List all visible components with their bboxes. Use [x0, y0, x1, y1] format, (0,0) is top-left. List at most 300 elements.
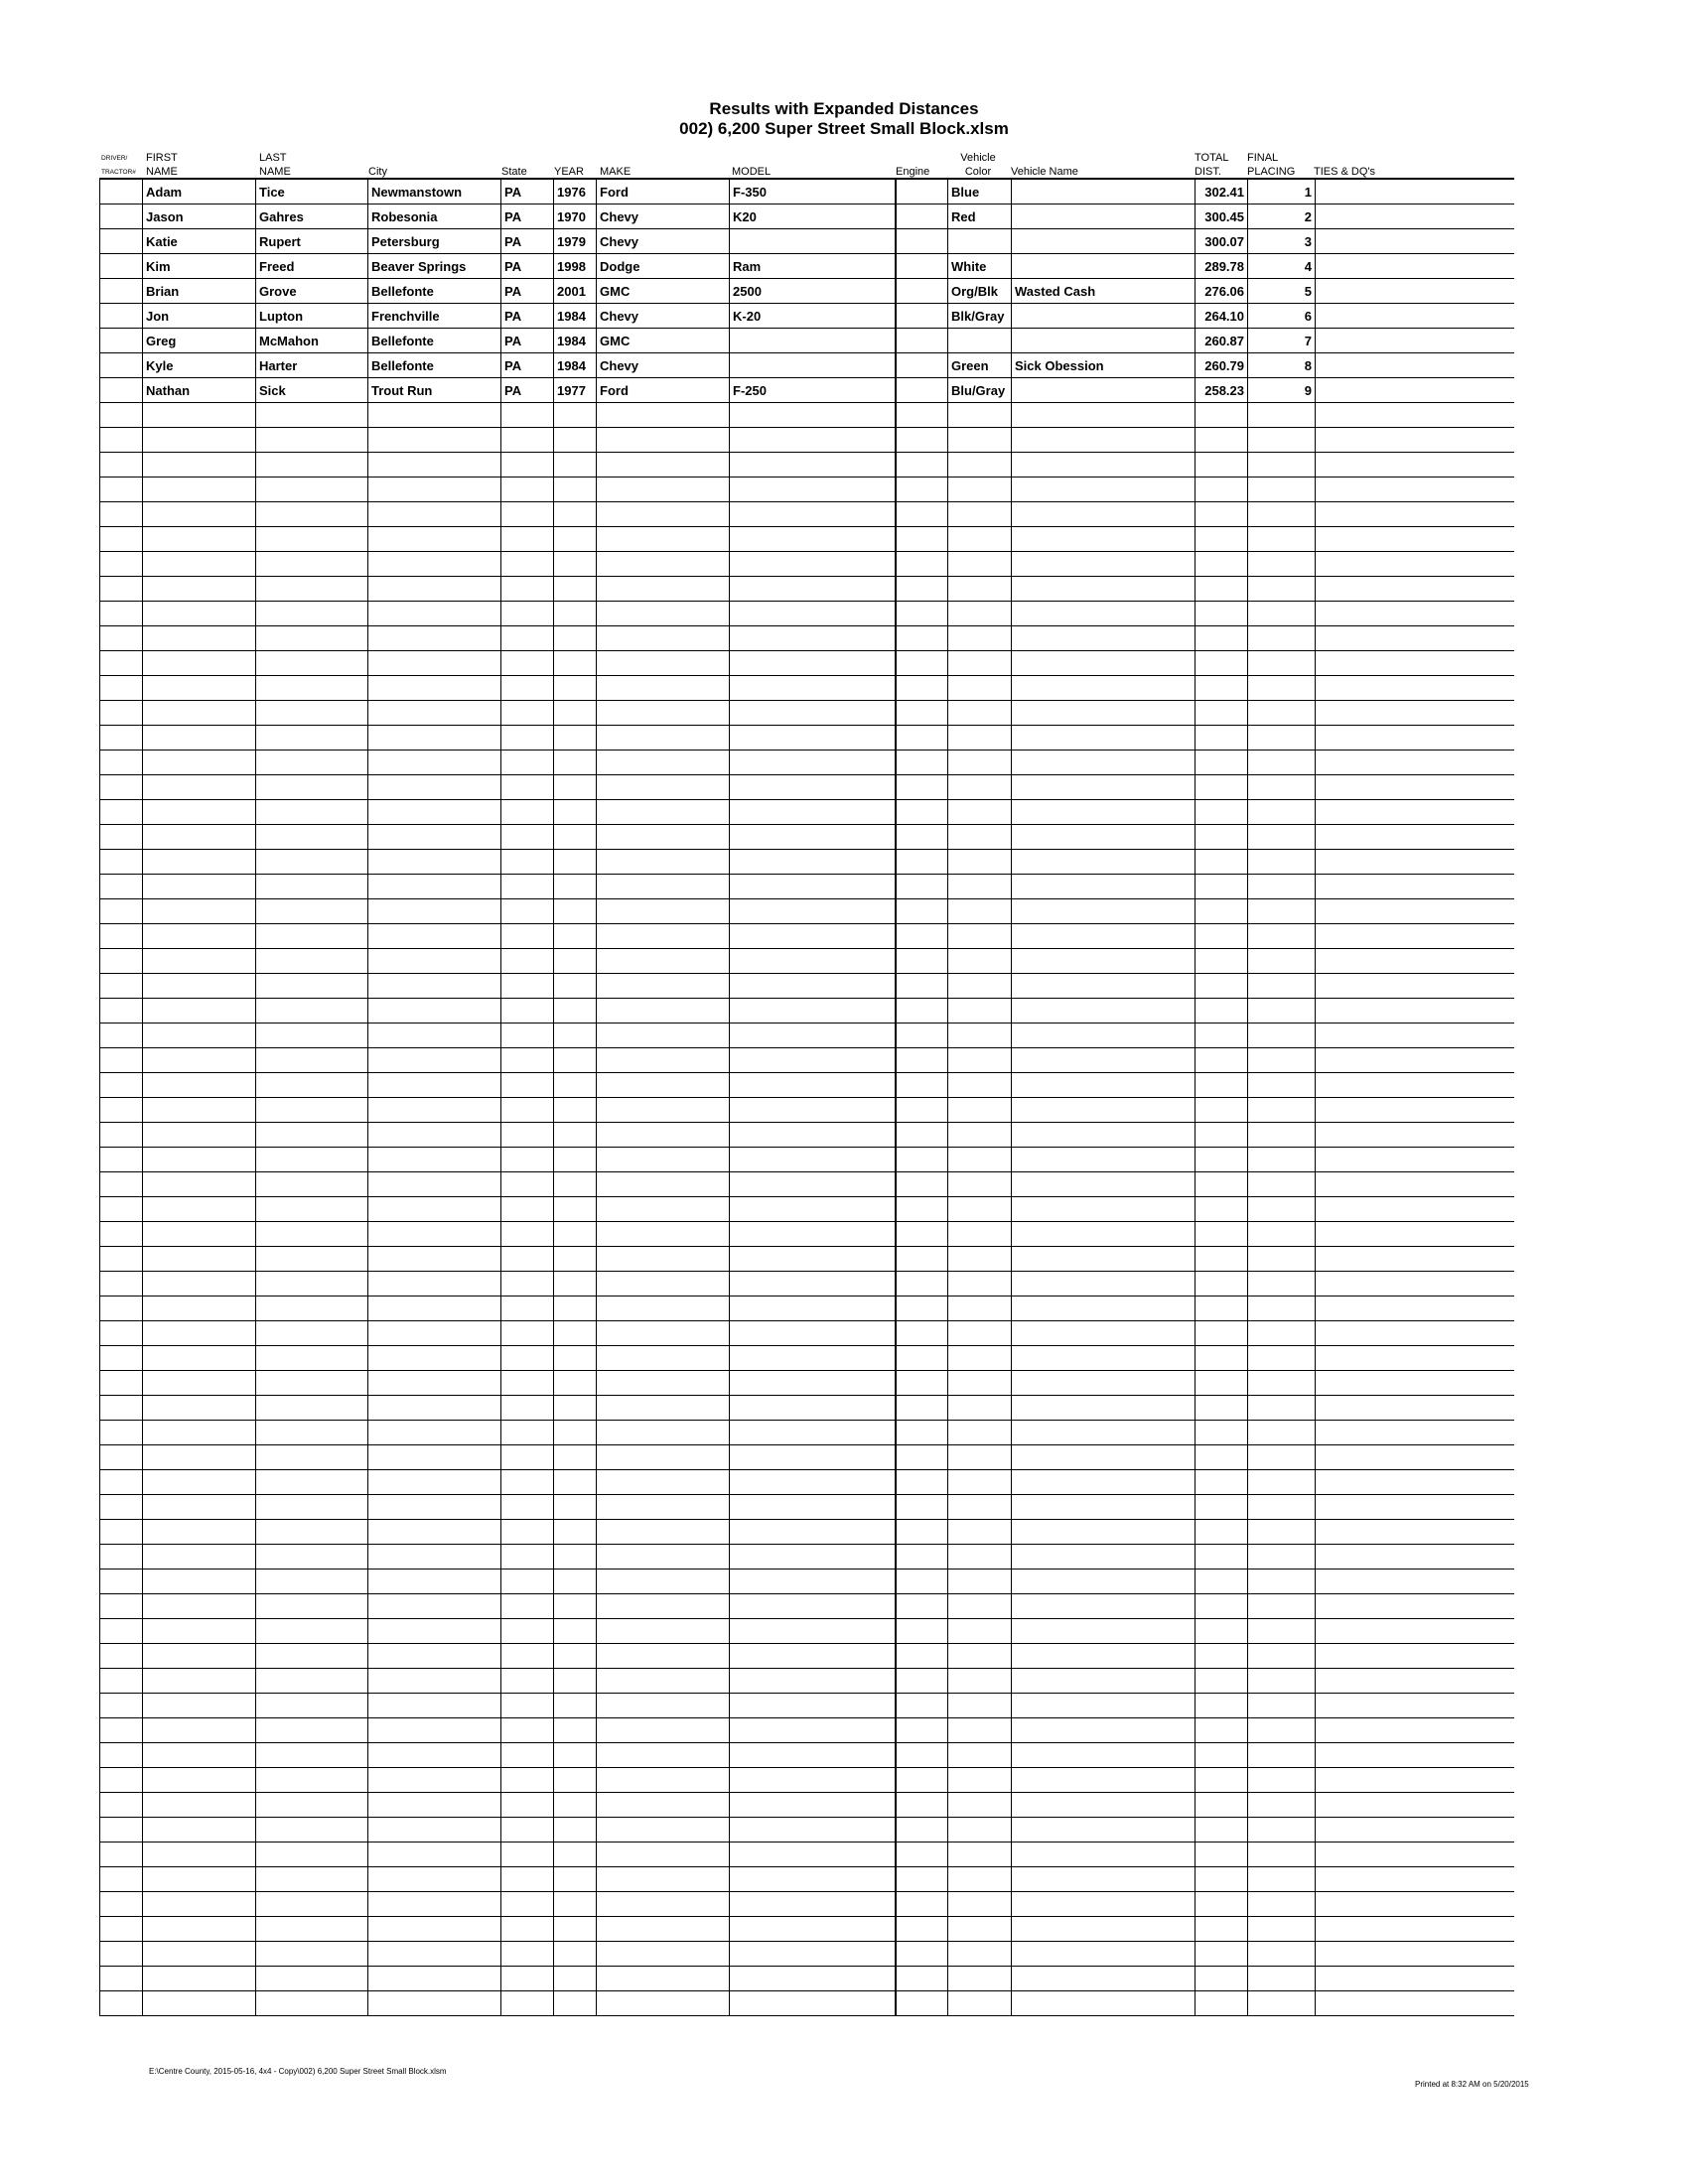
cell-driver	[100, 229, 143, 254]
cell-year	[554, 626, 597, 651]
cell-model	[730, 775, 896, 800]
cell-ties	[1316, 602, 1514, 626]
table-row	[100, 1396, 1514, 1421]
cell-ties	[1316, 676, 1514, 701]
cell-dist	[1196, 602, 1248, 626]
cell-driver	[100, 1594, 143, 1619]
cell-place	[1248, 1321, 1316, 1346]
cell-last	[256, 1297, 368, 1321]
cell-engine	[896, 254, 948, 279]
footer-file-path: E:\Centre County, 2015-05-16, 4x4 - Copy\002) 6,200 Super Street Small Block.xlsm	[149, 2067, 447, 2076]
cell-state	[501, 726, 554, 751]
cell-driver	[100, 626, 143, 651]
cell-make	[597, 924, 730, 949]
cell-city	[368, 999, 501, 1024]
cell-place	[1248, 726, 1316, 751]
cell-last	[256, 1024, 368, 1048]
cell-color: White	[948, 254, 1012, 279]
cell-color	[948, 1321, 1012, 1346]
cell-year: 1984	[554, 304, 597, 329]
cell-ties	[1316, 1371, 1514, 1396]
cell-city	[368, 1197, 501, 1222]
cell-first	[143, 1297, 256, 1321]
cell-color: Org/Blk	[948, 279, 1012, 304]
table-row	[100, 1867, 1514, 1892]
cell-make	[597, 1297, 730, 1321]
cell-make	[597, 1793, 730, 1818]
cell-make	[597, 1867, 730, 1892]
cell-driver	[100, 800, 143, 825]
cell-make	[597, 527, 730, 552]
cell-ties	[1316, 825, 1514, 850]
cell-state	[501, 999, 554, 1024]
cell-last	[256, 1818, 368, 1843]
cell-state	[501, 651, 554, 676]
cell-vname	[1012, 1669, 1196, 1694]
cell-engine	[896, 1321, 948, 1346]
cell-dist	[1196, 453, 1248, 478]
cell-vname	[1012, 1172, 1196, 1197]
cell-city	[368, 1396, 501, 1421]
cell-model	[730, 751, 896, 775]
cell-make	[597, 1421, 730, 1445]
cell-driver	[100, 1098, 143, 1123]
cell-vname	[1012, 1321, 1196, 1346]
cell-vname	[1012, 1297, 1196, 1321]
cell-vname	[1012, 726, 1196, 751]
cell-model	[730, 1421, 896, 1445]
cell-driver	[100, 254, 143, 279]
cell-engine	[896, 899, 948, 924]
cell-model	[730, 229, 896, 254]
cell-driver	[100, 577, 143, 602]
cell-color	[948, 453, 1012, 478]
cell-city	[368, 924, 501, 949]
cell-driver	[100, 1843, 143, 1867]
cell-vname	[1012, 1123, 1196, 1148]
cell-year	[554, 1991, 597, 2016]
table-row	[100, 1222, 1514, 1247]
cell-dist	[1196, 1594, 1248, 1619]
cell-color	[948, 751, 1012, 775]
cell-vname	[1012, 329, 1196, 353]
table-row	[100, 651, 1514, 676]
cell-place: 1	[1248, 179, 1316, 205]
cell-color	[948, 1768, 1012, 1793]
cell-year	[554, 453, 597, 478]
cell-first	[143, 924, 256, 949]
cell-color	[948, 1495, 1012, 1520]
cell-vname	[1012, 1197, 1196, 1222]
cell-make	[597, 428, 730, 453]
cell-first: Jason	[143, 205, 256, 229]
table-row	[100, 1967, 1514, 1991]
cell-make	[597, 1346, 730, 1371]
cell-driver	[100, 751, 143, 775]
table-row	[100, 502, 1514, 527]
cell-driver	[100, 1818, 143, 1843]
cell-city	[368, 1148, 501, 1172]
cell-model	[730, 1148, 896, 1172]
cell-make	[597, 701, 730, 726]
table-row	[100, 974, 1514, 999]
table-row	[100, 1495, 1514, 1520]
cell-make	[597, 1967, 730, 1991]
table-row	[100, 1718, 1514, 1743]
cell-year: 1998	[554, 254, 597, 279]
cell-first	[143, 1843, 256, 1867]
cell-model	[730, 1297, 896, 1321]
cell-engine	[896, 1867, 948, 1892]
cell-place	[1248, 1743, 1316, 1768]
cell-first: Jon	[143, 304, 256, 329]
cell-place	[1248, 924, 1316, 949]
cell-color	[948, 899, 1012, 924]
cell-last	[256, 602, 368, 626]
cell-state	[501, 850, 554, 875]
cell-model	[730, 428, 896, 453]
cell-year	[554, 1197, 597, 1222]
cell-model	[730, 1098, 896, 1123]
cell-vname	[1012, 1272, 1196, 1297]
cell-last	[256, 1768, 368, 1793]
cell-model	[730, 1346, 896, 1371]
cell-ties	[1316, 1843, 1514, 1867]
cell-year	[554, 527, 597, 552]
cell-model	[730, 1917, 896, 1942]
cell-driver	[100, 676, 143, 701]
cell-make: GMC	[597, 279, 730, 304]
cell-make	[597, 1197, 730, 1222]
cell-year	[554, 1669, 597, 1694]
cell-color	[948, 1346, 1012, 1371]
cell-driver	[100, 1768, 143, 1793]
cell-dist	[1196, 1098, 1248, 1123]
cell-year: 1977	[554, 378, 597, 403]
table-row	[100, 1818, 1514, 1843]
cell-make: Ford	[597, 378, 730, 403]
cell-engine	[896, 279, 948, 304]
cell-make	[597, 651, 730, 676]
cell-place	[1248, 502, 1316, 527]
cell-city	[368, 800, 501, 825]
cell-year	[554, 1917, 597, 1942]
cell-dist	[1196, 1520, 1248, 1545]
results-table	[99, 178, 1514, 2016]
cell-place	[1248, 1073, 1316, 1098]
cell-model	[730, 1669, 896, 1694]
cell-city	[368, 1222, 501, 1247]
cell-color	[948, 502, 1012, 527]
cell-first	[143, 1768, 256, 1793]
cell-vname	[1012, 304, 1196, 329]
cell-first	[143, 1594, 256, 1619]
cell-engine	[896, 1594, 948, 1619]
cell-dist: 276.06	[1196, 279, 1248, 304]
table-row	[100, 378, 1514, 403]
cell-make	[597, 775, 730, 800]
table-row	[100, 329, 1514, 353]
cell-dist	[1196, 1545, 1248, 1570]
table-row	[100, 751, 1514, 775]
cell-vname	[1012, 1991, 1196, 2016]
cell-last	[256, 751, 368, 775]
cell-last	[256, 1371, 368, 1396]
cell-city	[368, 1371, 501, 1396]
cell-color	[948, 1892, 1012, 1917]
cell-model: K20	[730, 205, 896, 229]
table-row	[100, 1247, 1514, 1272]
cell-place	[1248, 676, 1316, 701]
cell-last	[256, 1942, 368, 1967]
table-row	[100, 1843, 1514, 1867]
cell-make	[597, 1570, 730, 1594]
cell-color	[948, 875, 1012, 899]
table-row	[100, 304, 1514, 329]
cell-vname	[1012, 1892, 1196, 1917]
cell-last	[256, 478, 368, 502]
cell-state	[501, 527, 554, 552]
cell-year	[554, 577, 597, 602]
cell-engine	[896, 949, 948, 974]
cell-place	[1248, 1669, 1316, 1694]
cell-model	[730, 329, 896, 353]
cell-model	[730, 552, 896, 577]
header-vehicle-color-line2: Color	[964, 166, 992, 178]
cell-model	[730, 527, 896, 552]
cell-city: Petersburg	[368, 229, 501, 254]
header-vehicle-name: Vehicle Name	[1011, 166, 1078, 178]
cell-make	[597, 403, 730, 428]
cell-state	[501, 1793, 554, 1818]
cell-state	[501, 775, 554, 800]
cell-driver	[100, 179, 143, 205]
cell-place	[1248, 403, 1316, 428]
cell-driver	[100, 999, 143, 1024]
cell-vname	[1012, 577, 1196, 602]
cell-last	[256, 651, 368, 676]
cell-first	[143, 502, 256, 527]
cell-ties	[1316, 1942, 1514, 1967]
cell-year	[554, 1297, 597, 1321]
cell-driver	[100, 1247, 143, 1272]
cell-dist	[1196, 1867, 1248, 1892]
cell-ties	[1316, 179, 1514, 205]
cell-color: Red	[948, 205, 1012, 229]
cell-color	[948, 1867, 1012, 1892]
cell-place	[1248, 1421, 1316, 1445]
cell-ties	[1316, 254, 1514, 279]
cell-driver	[100, 527, 143, 552]
table-row	[100, 1768, 1514, 1793]
cell-city	[368, 875, 501, 899]
cell-year: 1976	[554, 179, 597, 205]
cell-engine	[896, 1619, 948, 1644]
cell-vname	[1012, 1470, 1196, 1495]
cell-first: Kyle	[143, 353, 256, 378]
cell-state	[501, 1247, 554, 1272]
table-row	[100, 205, 1514, 229]
cell-make	[597, 1148, 730, 1172]
cell-last	[256, 775, 368, 800]
cell-city	[368, 453, 501, 478]
cell-dist	[1196, 875, 1248, 899]
cell-first	[143, 1892, 256, 1917]
cell-driver	[100, 924, 143, 949]
cell-driver	[100, 1222, 143, 1247]
cell-last	[256, 1669, 368, 1694]
cell-model	[730, 1470, 896, 1495]
cell-state	[501, 875, 554, 899]
cell-year	[554, 1123, 597, 1148]
cell-first	[143, 1098, 256, 1123]
cell-make	[597, 552, 730, 577]
cell-ties	[1316, 1520, 1514, 1545]
cell-engine	[896, 378, 948, 403]
cell-engine	[896, 974, 948, 999]
cell-last: Lupton	[256, 304, 368, 329]
cell-engine	[896, 1942, 948, 1967]
cell-year	[554, 1098, 597, 1123]
cell-state: PA	[501, 279, 554, 304]
cell-vname	[1012, 1024, 1196, 1048]
table-row	[100, 1371, 1514, 1396]
cell-state	[501, 1024, 554, 1048]
cell-make	[597, 850, 730, 875]
cell-engine	[896, 1396, 948, 1421]
cell-ties	[1316, 1991, 1514, 2016]
cell-first: Brian	[143, 279, 256, 304]
cell-color	[948, 1421, 1012, 1445]
cell-ties	[1316, 1024, 1514, 1048]
cell-model: F-250	[730, 378, 896, 403]
cell-vname	[1012, 1619, 1196, 1644]
cell-vname	[1012, 378, 1196, 403]
cell-model	[730, 403, 896, 428]
cell-year	[554, 478, 597, 502]
cell-model	[730, 850, 896, 875]
cell-model	[730, 924, 896, 949]
cell-state	[501, 1272, 554, 1297]
cell-city	[368, 1297, 501, 1321]
cell-last: Rupert	[256, 229, 368, 254]
cell-make	[597, 1445, 730, 1470]
cell-vname	[1012, 229, 1196, 254]
cell-make	[597, 1594, 730, 1619]
cell-engine	[896, 651, 948, 676]
cell-color	[948, 1396, 1012, 1421]
table-row	[100, 825, 1514, 850]
cell-ties	[1316, 552, 1514, 577]
cell-ties	[1316, 800, 1514, 825]
cell-place	[1248, 527, 1316, 552]
cell-city	[368, 676, 501, 701]
cell-model	[730, 602, 896, 626]
cell-first	[143, 1991, 256, 2016]
cell-ties	[1316, 626, 1514, 651]
cell-last	[256, 577, 368, 602]
cell-color	[948, 924, 1012, 949]
cell-dist	[1196, 1843, 1248, 1867]
cell-year	[554, 1743, 597, 1768]
cell-dist: 260.79	[1196, 353, 1248, 378]
cell-state	[501, 478, 554, 502]
cell-make	[597, 626, 730, 651]
cell-ties	[1316, 353, 1514, 378]
cell-engine	[896, 1172, 948, 1197]
cell-dist	[1196, 1272, 1248, 1297]
cell-make	[597, 1470, 730, 1495]
cell-engine	[896, 1967, 948, 1991]
cell-color	[948, 850, 1012, 875]
cell-first	[143, 1669, 256, 1694]
cell-city	[368, 1123, 501, 1148]
cell-vname	[1012, 1098, 1196, 1123]
cell-place	[1248, 1843, 1316, 1867]
cell-vname	[1012, 651, 1196, 676]
cell-city	[368, 1024, 501, 1048]
cell-year	[554, 552, 597, 577]
table-row	[100, 1594, 1514, 1619]
table-row	[100, 602, 1514, 626]
cell-last	[256, 552, 368, 577]
cell-city	[368, 974, 501, 999]
cell-ties	[1316, 304, 1514, 329]
cell-color	[948, 1694, 1012, 1718]
cell-city	[368, 1098, 501, 1123]
table-row	[100, 899, 1514, 924]
cell-vname	[1012, 875, 1196, 899]
cell-city	[368, 899, 501, 924]
table-row	[100, 850, 1514, 875]
header-state: State	[501, 166, 527, 178]
cell-year	[554, 1396, 597, 1421]
cell-driver	[100, 1718, 143, 1743]
cell-year	[554, 1222, 597, 1247]
cell-engine	[896, 428, 948, 453]
cell-engine	[896, 1371, 948, 1396]
header-final-line2: PLACING	[1247, 166, 1296, 178]
cell-year	[554, 403, 597, 428]
cell-engine	[896, 1148, 948, 1172]
cell-dist	[1196, 1967, 1248, 1991]
cell-last	[256, 453, 368, 478]
cell-city	[368, 1818, 501, 1843]
cell-city	[368, 825, 501, 850]
cell-place	[1248, 1396, 1316, 1421]
cell-dist: 300.45	[1196, 205, 1248, 229]
cell-make	[597, 999, 730, 1024]
table-row	[100, 1694, 1514, 1718]
cell-engine	[896, 775, 948, 800]
cell-ties	[1316, 279, 1514, 304]
cell-dist	[1196, 626, 1248, 651]
cell-dist	[1196, 527, 1248, 552]
cell-place	[1248, 1942, 1316, 1967]
cell-driver	[100, 453, 143, 478]
cell-model	[730, 676, 896, 701]
cell-place	[1248, 1445, 1316, 1470]
cell-city: Bellefonte	[368, 279, 501, 304]
cell-place: 2	[1248, 205, 1316, 229]
cell-model	[730, 353, 896, 378]
cell-state	[501, 676, 554, 701]
cell-engine	[896, 1123, 948, 1148]
cell-year	[554, 1024, 597, 1048]
cell-ties	[1316, 1445, 1514, 1470]
cell-dist	[1196, 999, 1248, 1024]
cell-dist	[1196, 1172, 1248, 1197]
